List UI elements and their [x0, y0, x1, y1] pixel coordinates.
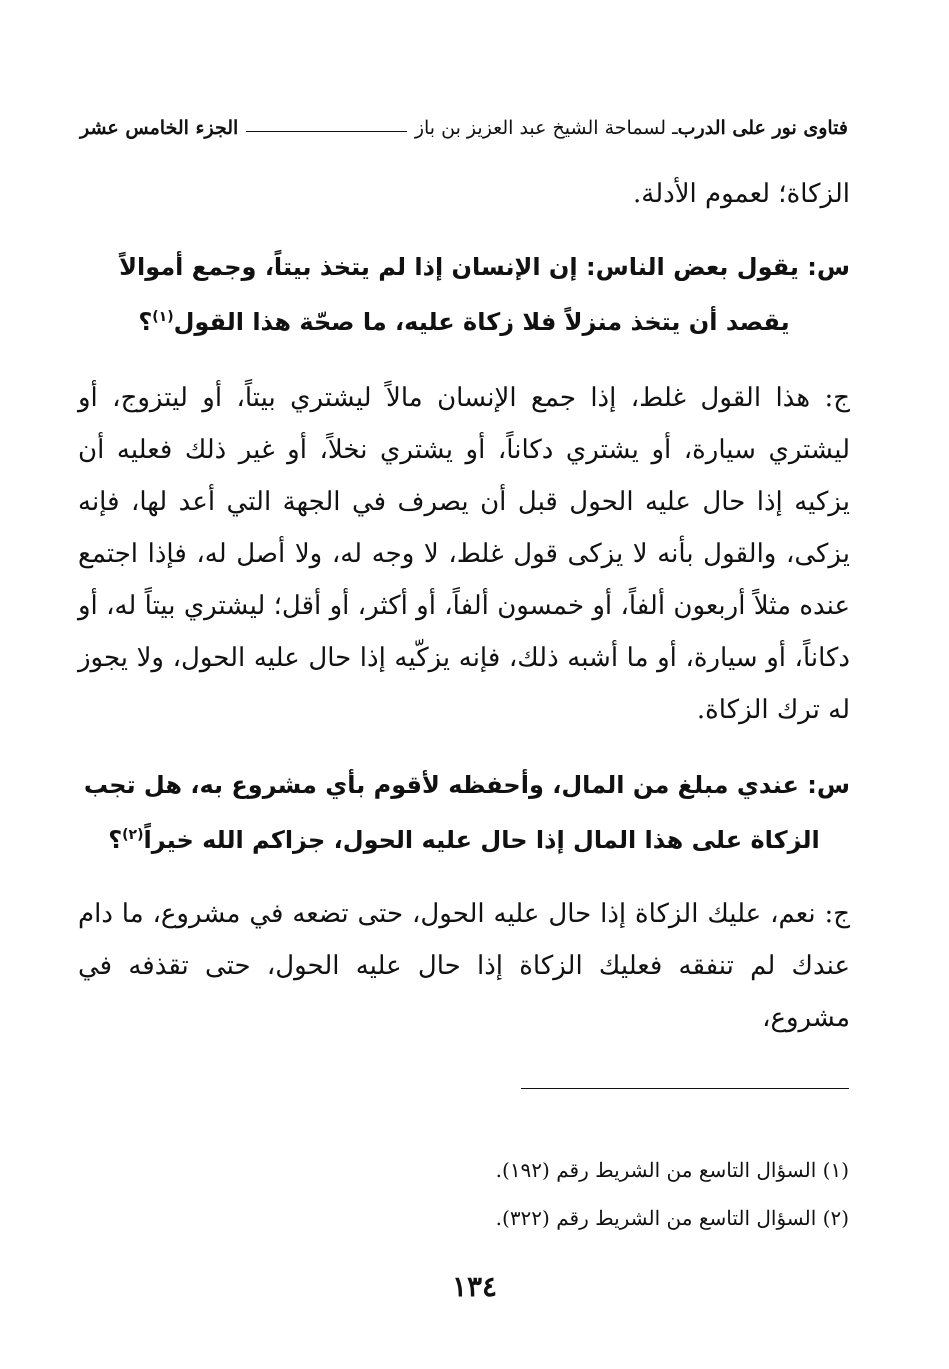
volume-part: الجزء الخامس عشر	[80, 117, 239, 139]
question-2-line-2	[78, 813, 850, 868]
footnote-marker-2: (٢)	[122, 827, 144, 843]
running-header	[80, 112, 848, 144]
question-2-line-1: س: عندي مبلغ من المال، وأحفظه لأقوم بأي مشروع به، هل تجب	[83, 771, 850, 799]
book-title: فتاوى نور على الدرب	[677, 117, 848, 139]
page-number: ١٣٤	[451, 1270, 498, 1303]
footnote-2: (٢) السؤال التاسع من الشريط رقم (٣٢٢).	[495, 1206, 849, 1230]
question-1-line-2	[78, 295, 850, 350]
question-1	[78, 240, 850, 350]
header-rule	[246, 131, 407, 132]
paragraph-continuation: الزكاة؛ لعموم الأدلة.	[633, 179, 850, 209]
footnote-marker-1: (١)	[152, 309, 174, 325]
author-name: ـ لسماحة الشيخ عبد العزيز بن باز	[414, 117, 678, 139]
answer-2: ج: نعم، عليك الزكاة إذا حال عليه الحول، حتى تضعه في مشروع، ما دام عندك لم تنفقه فعليك الزكاة إذا حال عليه الحول، حتى تقذفه في مشروع،	[78, 899, 850, 1033]
answer-1: ج: هذا القول غلط، إذا جمع الإنسان مالاً ليشتري بيتاً، أو ليتزوج، أو ليشتري سيارة، أو يشتري دكاناً، أو يشتري نخلاً، أو غير ذلك فعليه أن يزكيه إذا حال عليه الحول قبل أن يصرف في الجهة التي أعد لها، فإنه يزكى، والقول بأنه لا يزكى قول غلط، لا وجه له، ولا أصل له، فإذا اجتمع عنده مثلاً أربعون ألفاً، أو خمسون ألفاً، أو أكثر، أو أقل؛ ليشتري بيتاً له، أو دكاناً، أو سيارة، أو ما أشبه ذلك، فإنه يزكّيه إذا حال عليه الحول، ولا يجوز له ترك الزكاة.	[78, 383, 850, 725]
question-1-line-1: س: يقول بعض الناس: إن الإنسان إذا لم يتخذ بيتاً، وجمع أموالاً	[119, 253, 850, 281]
question-2	[78, 758, 850, 868]
question-2-end: ؟	[108, 826, 123, 854]
footnote-1: (١) السؤال التاسع من الشريط رقم (١٩٢).	[495, 1158, 849, 1182]
question-1-end: ؟	[138, 308, 153, 336]
question-1-text: يقصد أن يتخذ منزلاً فلا زكاة عليه، ما صحّة هذا القول	[173, 308, 790, 336]
question-2-text: الزكاة على هذا المال إذا حال عليه الحول، جزاكم الله خيراً	[143, 826, 820, 854]
page-body	[78, 168, 850, 1044]
footnotes	[249, 1146, 849, 1242]
footnote-separator	[521, 1088, 849, 1089]
